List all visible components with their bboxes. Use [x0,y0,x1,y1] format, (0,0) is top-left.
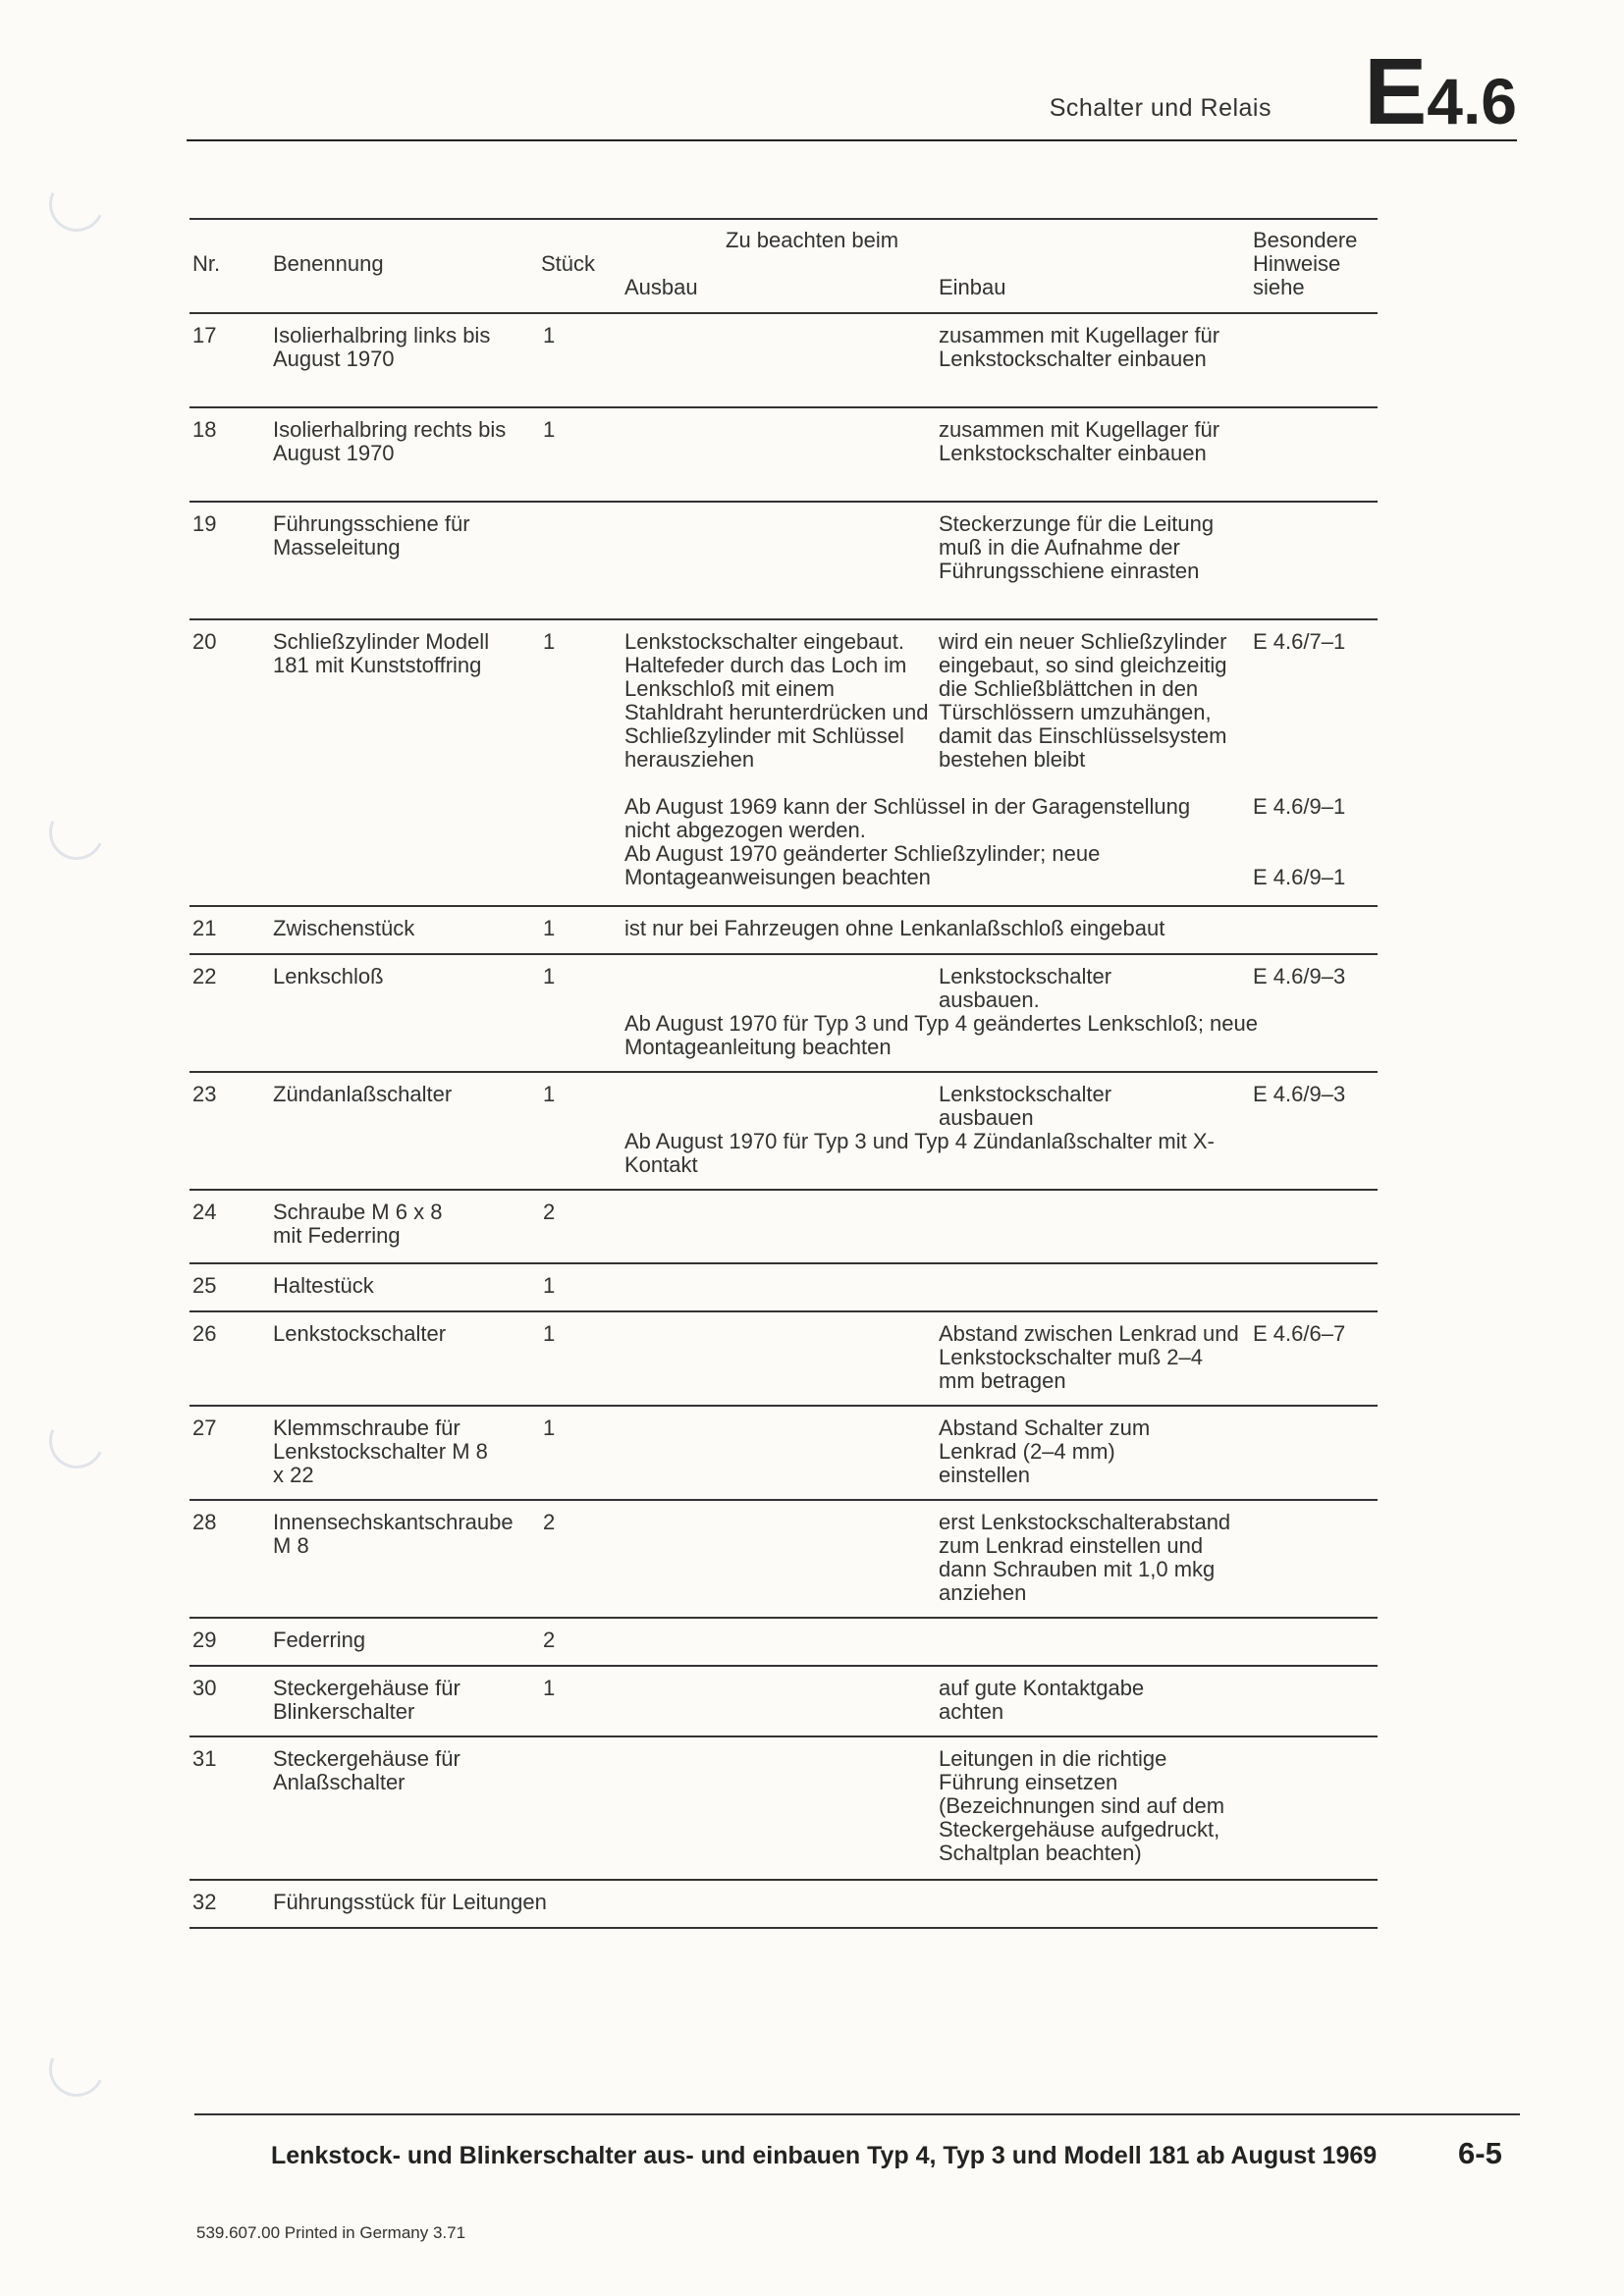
table-row [189,1667,1378,1737]
row-ref: E 4.6/9–3 [1253,964,1346,988]
table-row [189,314,1378,408]
row-qty: 1 [543,964,556,988]
row-einbau: Lenkstockschalter ausbauen [939,1082,1112,1130]
row-name: Federring [273,1628,366,1652]
row-nr: 27 [192,1415,217,1440]
table-row [189,907,1378,955]
row-einbau: wird ein neuer Schließzylinder eingebaut, so sind gleichzeitig die Schließblättchen in den Türschlössern umzuhängen, damit das Einschlüsselsystem bestehen bleibt [939,629,1227,772]
table-row [189,955,1378,1073]
table-row [189,408,1378,503]
footer-rule [194,2113,1520,2115]
table-header [189,220,1378,314]
row-note: Ab August 1969 kann der Schlüssel in der Garagenstellung nicht abgezogen werden. [624,794,1191,842]
row-nr: 31 [192,1746,217,1771]
row-ref: E 4.6/6–7 [1253,1321,1346,1346]
row-name: Schließzylinder Modell 181 mit Kunststoffring [273,629,490,677]
row-name: Schraube M 6 x 8 mit Federring [273,1200,443,1248]
row-name: Zündanlaßschalter [273,1082,453,1106]
row-nr: 20 [192,629,217,654]
row-nr: 32 [192,1890,217,1914]
table-row [189,1264,1378,1312]
section-title: Schalter und Relais [1049,94,1272,122]
row-qty: 1 [543,1273,556,1298]
row-einbau: Abstand zwischen Lenkrad und Lenkstockschalter muß 2–4 mm betragen [939,1321,1239,1393]
row-name: Isolierhalbring links bis August 1970 [273,323,491,371]
row-einbau: erst Lenkstockschalterabstand zum Lenkrad einstellen und dann Schrauben mit 1,0 mkg anziehen [939,1510,1231,1605]
col-nr-header: Nr. [192,251,221,276]
row-note: Ab August 1970 für Typ 3 und Typ 4 geändertes Lenkschloß; neue Montageanleitung beachten [624,1011,1258,1059]
row-name: Steckergehäuse für Anlaßschalter [273,1746,460,1794]
row-nr: 24 [192,1200,217,1224]
row-name: Innensechskantschraube M 8 [273,1510,514,1558]
row-qty: 1 [543,1415,556,1440]
footer-title: Lenkstock- und Blinkerschalter aus- und einbauen Typ 4, Typ 3 und Modell 181 ab August 1969 [271,2142,1378,2169]
row-einbau: auf gute Kontaktgabe achten [939,1676,1145,1724]
row-ref: E 4.6/9–3 [1253,1082,1346,1106]
col-ref-header-1: Besondere [1253,228,1358,252]
row-ausbau: Lenkstockschalter eingebaut. Haltefeder durch das Loch im Lenkschloß mit einem Stahldraht herunterdrücken und Schließzylinder mit Schlüssel herausziehen [624,629,929,772]
row-qty: 1 [543,629,556,654]
row-nr: 19 [192,511,217,536]
row-nr: 25 [192,1273,217,1298]
row-einbau: Steckerzunge für die Leitung muß in die Aufnahme der Führungsschiene einrasten [939,511,1215,583]
table-row [189,1737,1378,1881]
row-einbau: Lenkstockschalter ausbauen. [939,964,1112,1012]
section-code-number: 4.6 [1427,65,1517,137]
table-row [189,1501,1378,1619]
row-nr: 17 [192,323,217,347]
row-name: Steckergehäuse für Blinkerschalter [273,1676,460,1724]
row-nr: 30 [192,1676,217,1700]
row-name: Isolierhalbring rechts bis August 1970 [273,417,507,465]
row-nr: 28 [192,1510,217,1534]
row-einbau: Leitungen in die richtige Führung einsetzen (Bezeichnungen sind auf dem Steckergehäuse aufgedruckt, Schaltplan beachten) [939,1746,1225,1865]
row-qty: 1 [543,1082,556,1106]
row-nr: 22 [192,964,217,988]
row-note: Ab August 1970 geänderter Schließzylinder; neue Montageanweisungen beachten [624,841,1101,889]
col-qty-header: Stück [541,251,596,276]
row-ref: E 4.6/9–1 [1253,794,1346,819]
row-qty: 1 [543,1676,556,1700]
row-nr: 18 [192,417,217,442]
section-code [1364,39,1517,144]
col-ref-header-3: siehe [1253,275,1305,299]
row-qty: 2 [543,1628,556,1652]
row-qty: 1 [543,323,556,347]
punch-hole [41,1406,112,1476]
page-header [187,39,1517,144]
page-number: 6-5 [1458,2136,1502,2170]
table-row [189,1881,1378,1929]
row-nr: 21 [192,916,217,940]
col-ref-header-2: Hinweise [1253,251,1341,276]
row-name: Führungsstück für Leitungen [273,1890,547,1914]
parts-table [189,218,1378,1929]
table-row [189,620,1378,907]
row-einbau: Abstand Schalter zum Lenkrad (2–4 mm) einstellen [939,1415,1151,1487]
table-row [189,1073,1378,1191]
table-row [189,1619,1378,1667]
table-row [189,1191,1378,1264]
col-einbau-header: Einbau [939,275,1006,299]
row-name: Klemmschraube für Lenkstockschalter M 8 x 22 [273,1415,488,1487]
punch-hole [41,797,112,868]
punch-hole [41,2034,112,2105]
row-note: Ab August 1970 für Typ 3 und Typ 4 Zündanlaßschalter mit X-Kontakt [624,1129,1215,1177]
row-qty: 2 [543,1510,556,1534]
row-einbau: zusammen mit Kugellager für Lenkstockschalter einbauen [939,417,1220,465]
section-code-letter: E [1364,39,1428,144]
row-ref: E 4.6/7–1 [1253,629,1346,654]
row-qty: 1 [543,417,556,442]
row-name: Lenkstockschalter [273,1321,447,1346]
row-name: Lenkschloß [273,964,384,988]
row-ref: E 4.6/9–1 [1253,865,1346,889]
table-row [189,1312,1378,1407]
row-nr: 23 [192,1082,217,1106]
row-nr: 29 [192,1628,217,1652]
row-qty: 1 [543,916,556,940]
row-einbau: zusammen mit Kugellager für Lenkstockschalter einbauen [939,323,1220,371]
col-group-header: Zu beachten beim [726,228,899,252]
col-ausbau-header: Ausbau [624,275,698,299]
table-row [189,503,1378,620]
row-qty: 1 [543,1321,556,1346]
row-note: ist nur bei Fahrzeugen ohne Lenkanlaßschloß eingebaut [624,916,1165,940]
punch-hole [41,169,112,240]
col-name-header: Benennung [273,251,384,276]
row-name: Haltestück [273,1273,374,1298]
row-name: Führungsschiene für Masseleitung [273,511,470,560]
row-qty: 2 [543,1200,556,1224]
table-row [189,1407,1378,1501]
print-note: 539.607.00 Printed in Germany 3.71 [196,2223,466,2242]
row-name: Zwischenstück [273,916,415,940]
row-nr: 26 [192,1321,217,1346]
